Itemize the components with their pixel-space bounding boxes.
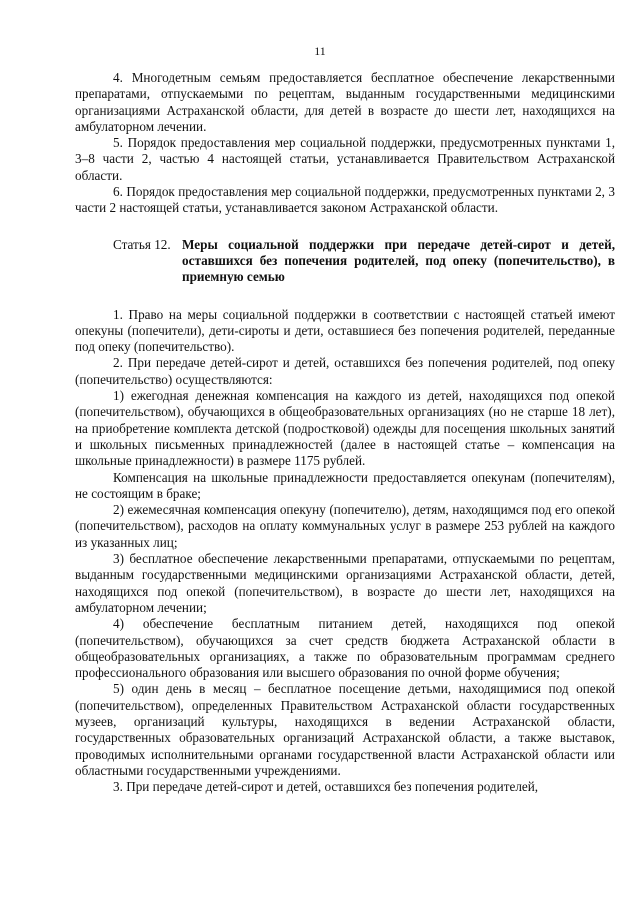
list-item: 2) ежемесячная компенсация опекуну (попечителю), детям, находящимся под его опекой (попечительством), расходов на оплату коммунальных услуг в размере 253 рублей на каждого из указанных лиц; bbox=[75, 502, 615, 550]
article-heading bbox=[75, 237, 615, 286]
list-item: 1) ежегодная денежная компенсация на каждого из детей, находящихся под опекой (попечительством), обучающихся в общеобразовательных организациях (но не старше 18 лет), на приобретение комплекта детской (подростковой) одежды для посещения школьных занятий и школьных письменных принадлежностей (далее в настоящей статье – компенсация на школьные принадлежности) в размере 1175 рублей. bbox=[75, 388, 615, 469]
paragraph: 3. При передаче детей-сирот и детей, оставшихся без попечения родителей, bbox=[113, 779, 539, 795]
page-number: 11 bbox=[314, 44, 326, 58]
paragraph: Компенсация на школьные принадлежности предоставляется опекунам (попечителям), не состоящим в браке; bbox=[75, 469, 615, 501]
document-body bbox=[75, 70, 615, 795]
paragraph: 4. Многодетным семьям предоставляется бесплатное обеспечение лекарственными препаратами, отпускаемыми по рецептам, выданным государственными медицинскими организациями Астраханской области, для детей в возрасте до шести лет, находящихся на амбулаторном лечении. bbox=[75, 70, 615, 134]
article-label: Статья 12. bbox=[113, 236, 171, 252]
list-item: 4) обеспечение бесплатным питанием детей, находящихся под опекой (попечительством), обучающихся за счет средств бюджета Астраханской области в общеобразовательных организациях, а также по образовательным программам среднего профессионального образования или высшего образования по очной форме обучения; bbox=[75, 616, 615, 681]
list-item: 3) бесплатное обеспечение лекарственными препаратами, отпускаемыми по рецептам, выданным государственными медицинскими организациями Астраханской области, детей, находящихся под опекой (попечительством), в возрасте до шести лет, находящихся на амбулаторном лечении; bbox=[75, 551, 615, 615]
paragraph: 1. Право на меры социальной поддержки в соответствии с настоящей статьей имеют опекуны (попечители), дети-сироты и дети, оставшиеся без попечения родителей, переданные под опеку (попечительство). bbox=[75, 306, 615, 355]
article-title: Меры социальной поддержки при передаче детей-сирот и детей, оставшихся без попечения родителей, под опеку (попечительство), в приемную семью bbox=[182, 236, 615, 285]
paragraph: 2. При передаче детей-сирот и детей, оставшихся без попечения родителей, под опеку (попечительство) осуществляются: bbox=[75, 355, 615, 387]
paragraph: 5. Порядок предоставления мер социальной поддержки, предусмотренных пунктами 1, 3–8 части 2, частью 4 настоящей статьи, устанавливается Правительством Астраханской области. bbox=[75, 135, 615, 183]
paragraph: 6. Порядок предоставления мер социальной поддержки, предусмотренных пунктами 2, 3 части 2 настоящей статьи, устанавливается законом Астраханской области. bbox=[75, 184, 615, 216]
list-item: 5) один день в месяц – бесплатное посещение детьми, находящимися под опекой (попечительством), определенных Правительством Астраханской области государственных музеев, организаций культуры, находящихся в ведении Астраханской области, государственных образовательных организаций Астраханской области, а также выставок, проводимых исполнительными органами государственной власти Астраханской области или областными государственными учреждениями. bbox=[75, 681, 615, 778]
